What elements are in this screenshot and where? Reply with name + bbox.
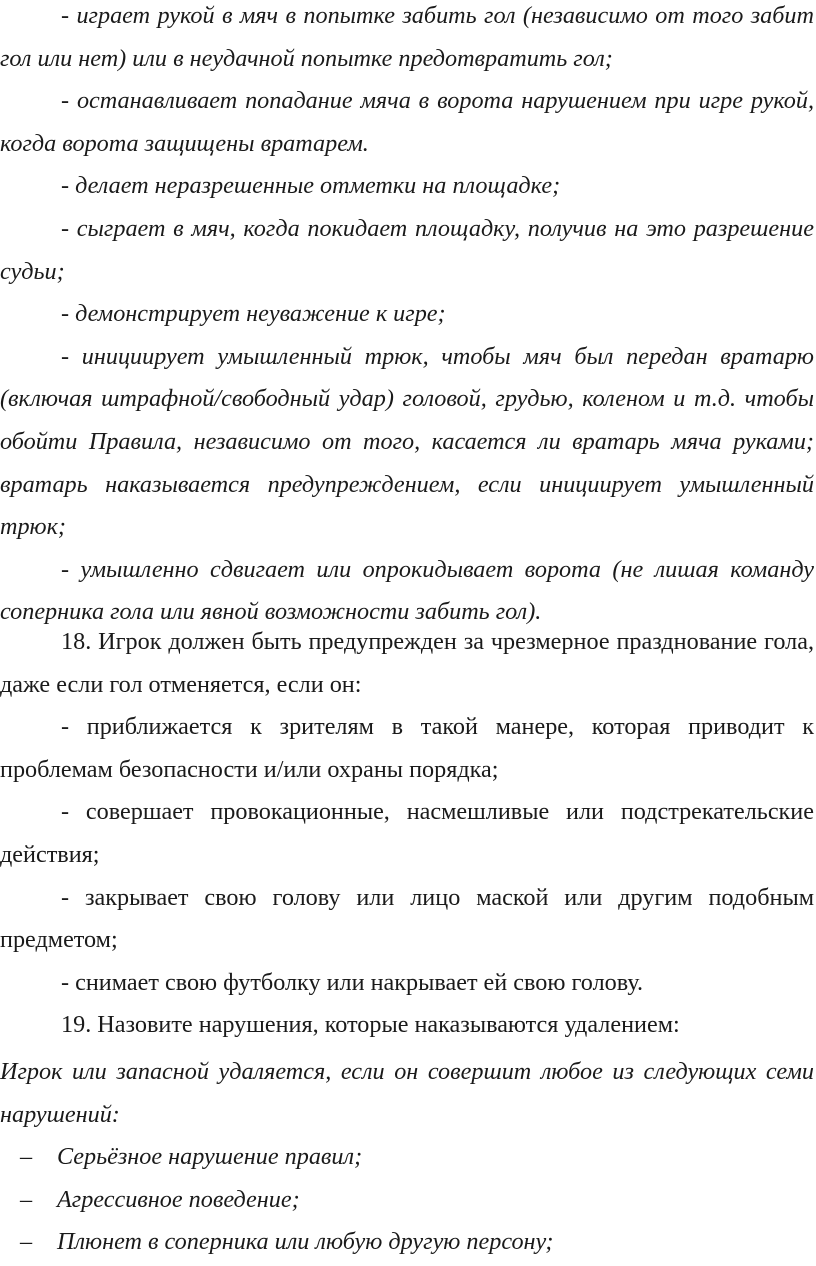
list-item <box>0 1179 814 1222</box>
paragraph: - закрывает свою голову или лицо маской или другим подобным предметом; <box>0 883 814 954</box>
paragraph: - делает неразрешенные отметки на площадке; <box>61 172 561 200</box>
question-19: 19. Назовите нарушения, которые наказываются удалением: <box>61 1011 680 1039</box>
intro-paragraph: Игрок или запасной удаляется, если он совершит любое из следующих семи нарушений: <box>0 1058 814 1128</box>
paragraph: - сыграет в мяч, когда покидает площадку, получив на это разрешение судьи; <box>0 214 814 285</box>
celebration-block <box>0 621 814 1047</box>
sending-off-block <box>0 1051 814 1264</box>
paragraph: - снимает свою футболку или накрывает ей свою голову. <box>61 968 644 996</box>
italic-violations-block <box>0 0 814 634</box>
paragraph: - демонстрирует неуважение к игре; <box>61 300 446 328</box>
paragraph: - совершает провокационные, насмешливые или подстрекательские действия; <box>0 798 814 868</box>
paragraph: - умышленно сдвигает или опрокидывает ворота (не лишая команду соперника гола или явной возможности забить гол). <box>0 555 814 626</box>
list-item-text: Серьёзное нарушение правил; <box>57 1143 363 1171</box>
list-dash: – <box>20 1185 33 1213</box>
paragraph: - играет рукой в мяч в попытке забить гол (независимо от того забит гол или нет) или в неудачной попытке предотвратить гол; <box>0 2 814 72</box>
list-item-text: Плюнет в соперника или любую другую персону; <box>57 1228 554 1256</box>
paragraph: - приближается к зрителям в такой манере, которая приводит к проблемам безопасности и/или охраны порядка; <box>0 713 814 783</box>
list-item <box>0 1221 814 1264</box>
list-item <box>0 1136 814 1179</box>
paragraph: - останавливает попадание мяча в ворота нарушением при игре рукой, когда ворота защищены вратарем. <box>0 87 814 157</box>
question-18: 18. Игрок должен быть предупрежден за чрезмерное празднование гола, даже если гол отменяется, если он: <box>0 628 814 698</box>
paragraph: - инициирует умышленный трюк, чтобы мяч был передан вратарю (включая штрафной/свободный удар) головой, грудью, коленом и т.д. чтобы обойти Правила, независимо от того, касается ли вратарь мяча руками; вратарь наказывается предупреждением, если инициирует умышленный трюк; <box>0 342 814 541</box>
list-dash: – <box>20 1228 33 1256</box>
list-dash: – <box>20 1143 33 1171</box>
list-item-text: Агрессивное поведение; <box>57 1185 300 1213</box>
